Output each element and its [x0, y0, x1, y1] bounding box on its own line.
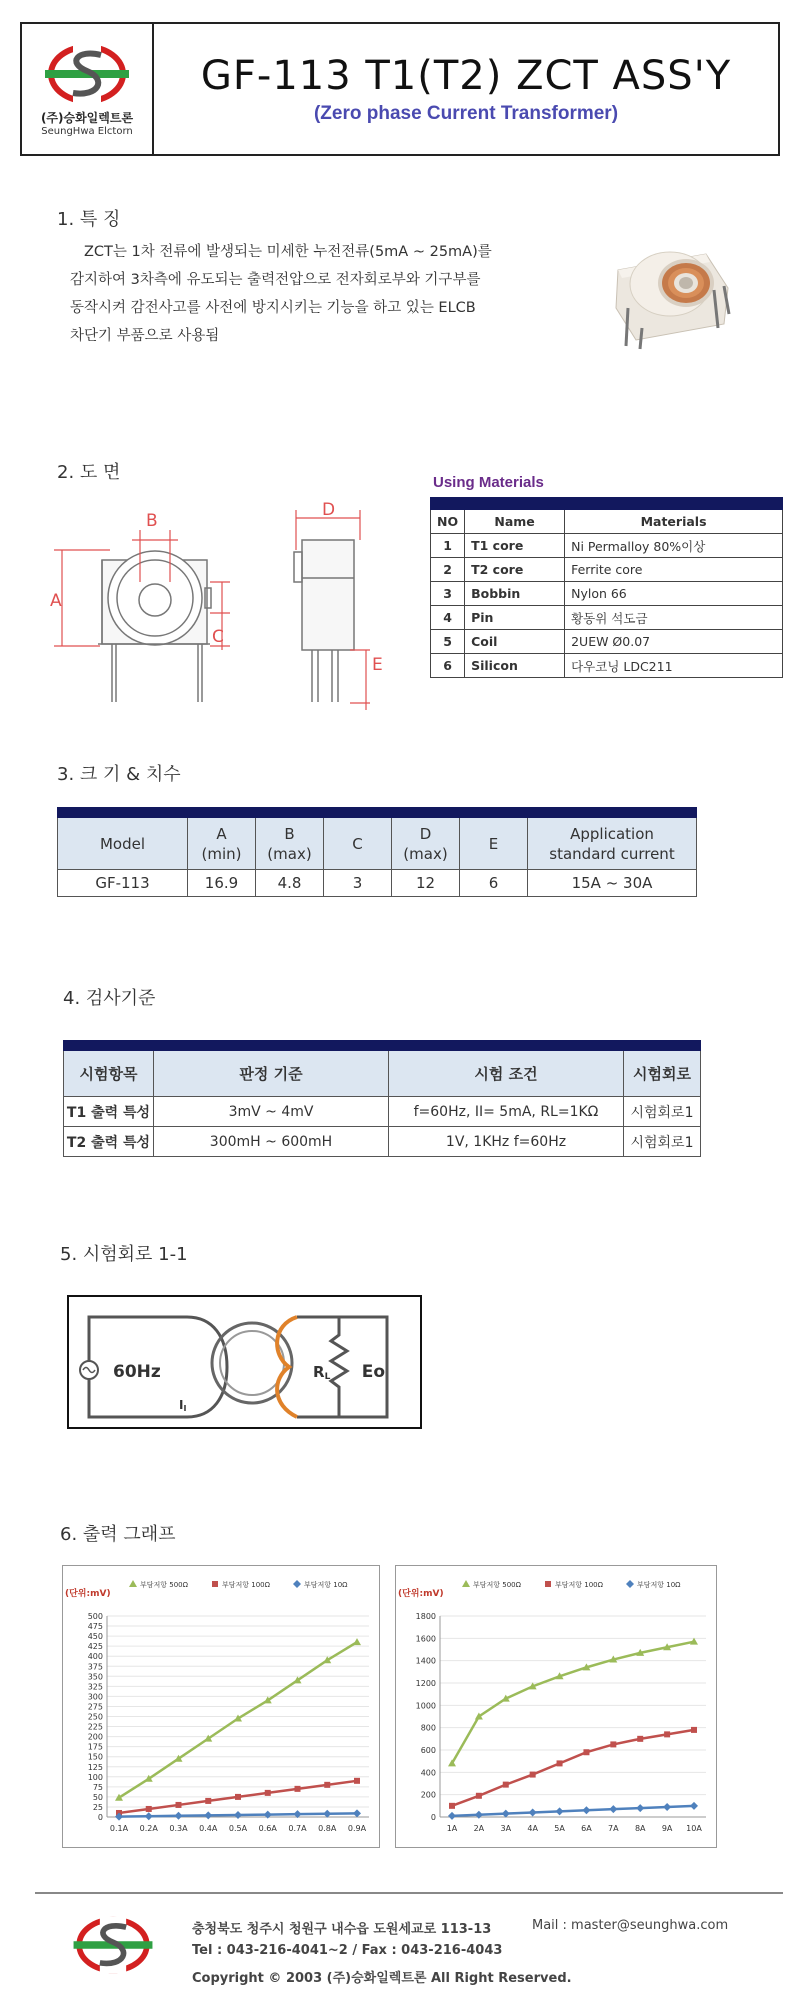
- data-point: [690, 1802, 698, 1810]
- data-point: [609, 1805, 617, 1813]
- x-tick-label: 10A: [686, 1824, 702, 1833]
- table-row: [431, 630, 783, 654]
- y-tick-label: 425: [87, 1642, 103, 1652]
- footer-mail: Mail : master@seunghwa.com: [532, 1918, 729, 1933]
- y-tick-label: 0: [430, 1813, 436, 1822]
- y-tick-label: 350: [87, 1672, 103, 1682]
- circuit-source-label: 60Hz: [113, 1362, 161, 1382]
- dims-a: 16.9: [188, 870, 256, 897]
- inspection-table: [63, 1040, 701, 1157]
- y-tick-label: 175: [87, 1742, 103, 1752]
- footer-address: 충청북도 청주시 청원구 내수읍 도원세교로 113-13: [192, 1922, 492, 1937]
- x-tick-label: 9A: [661, 1824, 673, 1833]
- data-point: [637, 1736, 643, 1742]
- material-no: 3: [431, 582, 465, 606]
- dims-header-e: E: [460, 818, 528, 870]
- dimension-label-d: D: [322, 500, 336, 520]
- legend-label: 부담저항 10Ω: [304, 1581, 348, 1589]
- footer-divider: [35, 1892, 783, 1894]
- dims-b: 4.8: [256, 870, 324, 897]
- insp-header-condition: 시험 조건: [389, 1051, 624, 1097]
- insp-header-circuit: 시험회로: [624, 1051, 701, 1097]
- x-tick-label: 1A: [446, 1824, 458, 1833]
- document-title: GF-113 T1(T2) ZCT ASS'Y: [200, 53, 732, 99]
- x-tick-label: 0.3A: [169, 1824, 188, 1833]
- y-tick-label: 400: [420, 1768, 436, 1778]
- description-line: 차단기 부품으로 사용됨: [70, 328, 220, 344]
- y-tick-label: 800: [420, 1723, 436, 1733]
- data-point: [448, 1812, 456, 1820]
- footer-phone: Tel : 043-216-4041~2 / Fax : 043-216-4043: [192, 1943, 503, 1958]
- y-tick-label: 100: [87, 1772, 103, 1782]
- material-name: Coil: [465, 630, 565, 654]
- y-tick-label: 25: [92, 1802, 103, 1812]
- data-point: [663, 1803, 671, 1811]
- x-tick-label: 2A: [473, 1824, 485, 1833]
- data-point: [324, 1782, 330, 1788]
- description-line: 감지하여 3차측에 유도되는 출력전압으로 전자회로부와 기구부를: [70, 272, 481, 288]
- dims-header-model: Model: [58, 818, 188, 870]
- section-1-description: [70, 238, 540, 350]
- data-point: [234, 1811, 242, 1819]
- data-point: [295, 1786, 301, 1792]
- x-tick-label: 0.1A: [109, 1824, 129, 1833]
- data-point: [176, 1802, 182, 1808]
- data-point: [556, 1807, 564, 1815]
- circuit-output-label: Eo: [361, 1362, 385, 1382]
- y-tick-label: 400: [87, 1652, 103, 1662]
- x-tick-label: 0.7A: [288, 1824, 307, 1833]
- y-tick-label: 1600: [415, 1634, 436, 1644]
- dims-header-a: A (min): [188, 818, 256, 870]
- y-tick-label: 375: [87, 1662, 103, 1672]
- legend-label: 부담저항 500Ω: [473, 1581, 521, 1589]
- data-point: [449, 1803, 455, 1809]
- data-point: [664, 1731, 670, 1737]
- y-tick-label: 0: [97, 1813, 103, 1822]
- x-tick-label: 8A: [634, 1824, 646, 1833]
- dims-c: 3: [324, 870, 392, 897]
- material-no: 2: [431, 558, 465, 582]
- data-point: [353, 1638, 361, 1645]
- table-row: [431, 582, 783, 606]
- circuit-current-label: II: [179, 1398, 187, 1413]
- x-tick-label: 0.5A: [228, 1824, 248, 1833]
- materials-title: Using Materials: [433, 474, 544, 491]
- output-chart-1-svg: [63, 1566, 379, 1847]
- y-tick-label: 325: [87, 1682, 103, 1692]
- description-line: 동작시켜 감전사고를 사전에 방지시키는 기능을 하고 있는 ELCB: [70, 300, 476, 316]
- x-tick-label: 4A: [527, 1824, 538, 1833]
- material-value: 2UEW Ø0.07: [565, 630, 783, 654]
- insp-header-item: 시험항목: [64, 1051, 154, 1097]
- dims-application: 15A ~ 30A: [528, 870, 697, 897]
- company-logo-box: [22, 24, 154, 154]
- legend-marker: [293, 1580, 301, 1588]
- dimension-label-b: B: [146, 511, 158, 531]
- x-tick-label: 5A: [554, 1824, 565, 1833]
- data-point: [691, 1727, 697, 1733]
- material-value: Ni Permalloy 80%이상: [565, 534, 783, 558]
- material-value: Nylon 66: [565, 582, 783, 606]
- section-5-title: 5. 시험회로 1-1: [60, 1244, 188, 1265]
- legend-label: 부담저항 100Ω: [555, 1581, 603, 1589]
- x-tick-label: 0.2A: [139, 1824, 158, 1833]
- legend-marker: [545, 1581, 551, 1587]
- data-point: [530, 1772, 536, 1778]
- data-point: [205, 1798, 211, 1804]
- data-point: [146, 1806, 152, 1812]
- document-header: [20, 22, 780, 156]
- y-tick-label: 225: [87, 1722, 103, 1732]
- y-tick-label: 200: [87, 1732, 103, 1742]
- dims-model: GF-113: [58, 870, 188, 897]
- material-no: 5: [431, 630, 465, 654]
- y-tick-label: 275: [87, 1702, 103, 1712]
- x-tick-label: 3A: [500, 1824, 512, 1833]
- description-line: ZCT는 1차 전류에 발생되는 미세한 누전전류(5mA ~ 25mA)를: [84, 244, 492, 260]
- x-tick-label: 0.8A: [318, 1824, 337, 1833]
- y-tick-label: 50: [92, 1792, 103, 1802]
- y-tick-label: 150: [87, 1752, 103, 1762]
- legend-label: 부담저항 10Ω: [637, 1581, 681, 1589]
- y-tick-label: 1400: [415, 1656, 436, 1666]
- section-3-title: 3. 크 기 & 치수: [57, 764, 181, 785]
- insp-header-criteria: 판정 기준: [154, 1051, 389, 1097]
- table-row: [431, 606, 783, 630]
- x-tick-label: 6A: [581, 1824, 592, 1833]
- test-circuit-diagram: [67, 1295, 422, 1429]
- materials-header-no: NO: [431, 510, 465, 534]
- legend-marker: [462, 1580, 470, 1587]
- chart-unit-label: (단위:mV): [398, 1589, 444, 1599]
- data-point: [265, 1790, 271, 1796]
- output-chart-2-svg: [396, 1566, 716, 1847]
- legend-label: 부담저항 500Ω: [140, 1581, 188, 1589]
- data-point: [475, 1811, 483, 1819]
- data-point: [503, 1782, 509, 1788]
- dimension-label-c: C: [212, 627, 224, 647]
- x-tick-label: 7A: [608, 1824, 619, 1833]
- table-row: [431, 534, 783, 558]
- legend-marker: [129, 1580, 137, 1587]
- data-point: [529, 1809, 537, 1817]
- x-tick-label: 0.6A: [258, 1824, 277, 1833]
- series-line: [452, 1642, 694, 1764]
- materials-table: [430, 497, 783, 678]
- table-row: [64, 1127, 701, 1157]
- dimensions-table: [57, 807, 697, 897]
- insp-criteria: 300mH ~ 600mH: [154, 1127, 389, 1157]
- output-chart-1: [62, 1565, 380, 1848]
- data-point: [204, 1811, 212, 1819]
- y-tick-label: 125: [87, 1762, 103, 1772]
- y-tick-label: 1800: [415, 1612, 436, 1621]
- insp-condition: f=60Hz, II= 5mA, RL=1KΩ: [389, 1097, 624, 1127]
- data-point: [476, 1793, 482, 1799]
- insp-condition: 1V, 1KHz f=60Hz: [389, 1127, 624, 1157]
- material-value: 황동위 석도금: [565, 606, 783, 630]
- material-name: Pin: [465, 606, 565, 630]
- table-row: [431, 558, 783, 582]
- y-tick-label: 600: [420, 1746, 436, 1755]
- material-name: T1 core: [465, 534, 565, 558]
- y-tick-label: 200: [420, 1790, 436, 1800]
- legend-marker: [626, 1580, 634, 1588]
- x-tick-label: 0.4A: [199, 1824, 218, 1833]
- company-name-english: SeungHwa Elctorn: [41, 126, 133, 137]
- y-tick-label: 300: [87, 1692, 103, 1702]
- y-tick-label: 75: [92, 1782, 103, 1792]
- material-no: 1: [431, 534, 465, 558]
- table-row: [58, 870, 697, 897]
- y-tick-label: 1200: [415, 1679, 436, 1688]
- dims-header-c: C: [324, 818, 392, 870]
- data-point: [636, 1804, 644, 1812]
- materials-header-name: Name: [465, 510, 565, 534]
- insp-circuit: 시험회로1: [624, 1097, 701, 1127]
- y-tick-label: 250: [87, 1712, 103, 1722]
- output-chart-2: [395, 1565, 717, 1848]
- data-point: [583, 1749, 589, 1755]
- insp-circuit: 시험회로1: [624, 1127, 701, 1157]
- dimension-label-e: E: [372, 655, 383, 675]
- table-row: [431, 654, 783, 678]
- section-4-title: 4. 검사기준: [63, 988, 156, 1009]
- material-no: 6: [431, 654, 465, 678]
- footer-logo: [64, 1914, 162, 1976]
- dims-header-application: Application standard current: [528, 818, 697, 870]
- x-tick-label: 0.9A: [347, 1824, 367, 1833]
- dims-header-d: D (max): [392, 818, 460, 870]
- y-tick-label: 500: [87, 1612, 103, 1621]
- dimension-label-a: A: [50, 591, 62, 611]
- data-point: [557, 1760, 563, 1766]
- data-point: [145, 1812, 153, 1820]
- data-point: [354, 1778, 360, 1784]
- insp-item: T2 출력 특성: [64, 1127, 154, 1157]
- section-1-title: 1. 특 징: [57, 209, 121, 230]
- data-point: [235, 1794, 241, 1800]
- data-point: [610, 1741, 616, 1747]
- series-line: [452, 1806, 694, 1816]
- material-no: 4: [431, 606, 465, 630]
- title-box: [154, 24, 778, 154]
- y-tick-label: 475: [87, 1622, 103, 1632]
- data-point: [353, 1809, 361, 1817]
- product-photo: [598, 228, 743, 350]
- footer-copyright: Copyright © 2003 (주)승화일렉트론 All Right Reserved.: [192, 1971, 572, 1986]
- dims-header-b: B (max): [256, 818, 324, 870]
- company-logo: [37, 41, 137, 107]
- y-tick-label: 1000: [415, 1701, 436, 1711]
- data-point: [582, 1806, 590, 1814]
- drawing-figure: [50, 500, 420, 710]
- data-point: [502, 1810, 510, 1818]
- materials-header-materials: Materials: [565, 510, 783, 534]
- document-subtitle: (Zero phase Current Transformer): [313, 103, 619, 124]
- material-name: Silicon: [465, 654, 565, 678]
- material-value: Ferrite core: [565, 558, 783, 582]
- table-row: [64, 1097, 701, 1127]
- legend-marker: [212, 1581, 218, 1587]
- company-name-korean: (주)승화일렉트론: [40, 111, 134, 125]
- dims-d: 12: [392, 870, 460, 897]
- material-name: T2 core: [465, 558, 565, 582]
- data-point: [175, 1812, 183, 1820]
- circuit-load-label: RL: [313, 1363, 331, 1382]
- material-value: 다우코닝 LDC211: [565, 654, 783, 678]
- insp-criteria: 3mV ~ 4mV: [154, 1097, 389, 1127]
- dims-e: 6: [460, 870, 528, 897]
- section-6-title: 6. 출력 그래프: [60, 1524, 176, 1545]
- y-tick-label: 450: [87, 1632, 103, 1642]
- section-2-title: 2. 도 면: [57, 462, 121, 483]
- chart-unit-label: (단위:mV): [65, 1589, 111, 1599]
- legend-label: 부담저항 100Ω: [222, 1581, 270, 1589]
- material-name: Bobbin: [465, 582, 565, 606]
- insp-item: T1 출력 특성: [64, 1097, 154, 1127]
